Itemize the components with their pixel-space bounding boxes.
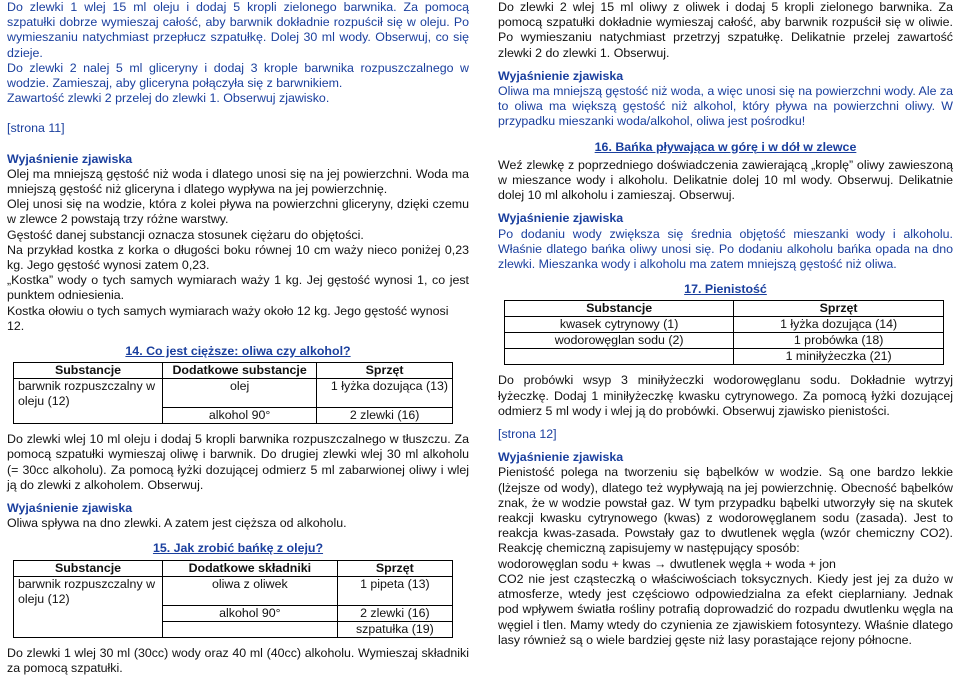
section-15-title: 15. Jak zrobić bańkę z oleju? xyxy=(152,541,324,556)
table-cell: 2 zlewki (16) xyxy=(337,605,452,621)
table-cell: 2 zlewki (16) xyxy=(317,408,453,424)
table-header: Sprzęt xyxy=(317,363,453,379)
table-header: Substancje xyxy=(14,560,163,576)
table-header: Substancje xyxy=(505,301,734,317)
section-16-title: 16. Bańka pływająca w górę i w dół w zlewce xyxy=(594,139,857,154)
section-17-explanation: Pienistość polega na tworzeniu się bąbelków w wodzie. Są one bardzo lekkie (lżejsze od wody), dlatego też wypływają na jej powierzchnię. Obecność bąbelków znak, że w wodzie powstał gaz. W tym przypadku bąbelki utworzyły się na skutek reakcji kwasku cytrynowego (kwas) z wodorowęglanem sodu (zasada). Jest to reakcja kwas-zasada. Powstały gaz to dwutlenek węgla (wzór chemiczny CO2). Reakcję chemiczną zapisujemy w następujący sposób: xyxy=(498,465,953,556)
table-cell: barwnik rozpuszczalny w oleju (12) xyxy=(14,576,163,637)
left-column xyxy=(7,0,469,676)
table-header: Sprzęt xyxy=(337,560,452,576)
page-marker-11: [strona 11] xyxy=(7,121,65,136)
section-17-tail: CO2 nie jest cząsteczką o właściwościach toksycznych. Kiedy jest jej za dużo w atmosferze, wtedy jest częściowo odpowiedzialna za efekt cieplarniany. Jednak pod wpływem światła rośliny potrafią doprowadzić do rozpadu dwutlenku węgla na węgiel i tlen. Mamy wtedy do czynienia ze zjawiskiem fotosyntezy. Właśnie dlatego lasy również są o wiele bardziej gęste niż lasy porastające rejony północne. xyxy=(498,571,953,647)
section-14-explanation-heading: Wyjaśnienie zjawiska xyxy=(7,501,133,516)
table-cell: kwasek cytrynowy (1) xyxy=(505,317,734,333)
section-14-table xyxy=(13,362,453,424)
section-17-title: 17. Pienistość xyxy=(684,282,767,297)
table-cell: wodorowęglan sodu (2) xyxy=(505,333,734,349)
explanation-2: Olej unosi się na wodzie, która z kolei pływa na powierzchni gliceryny, dzięki czemu w zlewce 2 powstają trzy różne warstwy. xyxy=(7,197,469,227)
section-17-table xyxy=(504,300,944,365)
left-paragraph-2: Do zlewki 2 nalej 5 ml gliceryny i dodaj 3 krople barwnika rozpuszczalnego w wodzie. Zamieszaj, aby gliceryna połączyła się z barwnikiem. xyxy=(7,60,469,91)
explanation-6: Kostka ołowiu o tych samych wymiarach waży około 12 kg. Jego gęstość wynosi 12. xyxy=(7,303,449,333)
explanation-4: Na przykład kostka z korka o długości boku równej 10 cm waży nieco poniżej 0,23 kg. Jego gęstość wynosi zatem 0,23. xyxy=(7,242,469,273)
table-cell: oliwa z oliwek xyxy=(163,576,338,605)
right-paragraph-1: Do zlewki 2 wlej 15 ml oliwy z oliwek i dodaj 5 kropli zielonego barwnika. Za pomocą szpatułki dokładnie wymieszaj całość, aby barwnik rozpuścił się w oliwie. Po wymieszaniu natychmiast przetrzyj szpatułkę. Delikatnie przelej zawartość zlewki 2 do zlewki 1. Obserwuj. xyxy=(498,0,953,60)
table-header: Sprzęt xyxy=(734,301,944,317)
table-cell: 1 łyżka dozująca (14) xyxy=(734,317,944,333)
table-cell: 1 pipeta (13) xyxy=(337,576,452,605)
table-cell: szpatułka (19) xyxy=(337,621,452,637)
table-cell: 1 miniłyżeczka (21) xyxy=(734,349,944,365)
section-14-title: 14. Co jest cięższe: oliwa czy alkohol? xyxy=(125,344,351,359)
section-16-explanation-heading: Wyjaśnienie zjawiska xyxy=(498,211,624,226)
left-paragraph-1: Do zlewki 1 wlej 15 ml oleju i dodaj 5 kropli zielonego barwnika. Za pomocą szpatułki dobrze wymieszaj całość, aby barwnik dokładnie rozpuścił się w oleju. Po wymieszaniu natychmiast przepłucz szpatułkę. Dolej 30 ml wody. Obserwuj, co się dzieje. xyxy=(7,0,469,60)
page-marker-12: [strona 12] xyxy=(498,427,557,442)
table-cell xyxy=(505,349,734,365)
table-cell: 1 probówka (18) xyxy=(734,333,944,349)
chemical-equation: wodorowęglan sodu + kwas → dwutlenek węgla + woda + jon xyxy=(498,556,836,571)
section-17-instructions: Do probówki wsyp 3 miniłyżeczki wodorowęglanu sodu. Dokładnie wytrzyj łyżeczkę. Dodaj 1 miniłyżeczkę kwasku cytrynowego. Za pomocą łyżki dozującej odmierz 5 ml wody i wlej ją do probówki. Obserwuj zjawisko pienistości. xyxy=(498,373,953,418)
right-column xyxy=(498,0,953,648)
left-paragraph-3: Zawartość zlewki 2 przelej do zlewki 1. Obserwuj zjawisko. xyxy=(7,91,330,106)
right-explanation: Oliwa ma mniejszą gęstość niż woda, a więc unosi się na powierzchni wody. Ale za to oliwa ma większą gęstość niż alkohol, który pływa na powierzchni oliwy. W przypadku mieszanki woda/alkohol, oliwa jest pośrodku! xyxy=(498,84,953,129)
section-15-table xyxy=(13,560,453,638)
table-cell: olej xyxy=(163,379,317,408)
table-cell xyxy=(163,621,338,637)
explanation-3: Gęstość danej substancji oznacza stosunek ciężaru do objętości. xyxy=(7,227,364,242)
table-header: Substancje xyxy=(14,363,163,379)
right-explanation-heading: Wyjaśnienie zjawiska xyxy=(498,68,624,83)
table-header: Dodatkowe substancje xyxy=(163,363,317,379)
section-14-instructions: Do zlewki wlej 10 ml oleju i dodaj 5 kropli barwnika rozpuszczalnego w tłuszczu. Za pomocą szpatułki wymieszaj oliwę i barwnik. Do drugiej zlewki wlej 30 ml alkoholu (= 30cc alkoholu). Za pomocą łyżki dozującej odmierz 5 ml zabarwionej oliwy i wlej ją do zlewki z alkoholem. Obserwuj. xyxy=(7,432,469,492)
section-14-explanation: Oliwa spływa na dno zlewki. A zatem jest cięższa od alkoholu. xyxy=(7,516,347,531)
explanation-1: Olej ma mniejszą gęstość niż woda i dlatego unosi się na jej powierzchni. Woda ma mniejszą gęstość niż gliceryna i dlatego wypływa na jej powierzchnię. xyxy=(7,166,469,197)
table-cell: barwnik rozpuszczalny w oleju (12) xyxy=(14,379,163,424)
explanation-5: „Kostka” wody o tych samych wymiarach waży 1 kg. Jej gęstość wynosi 1, co jest punktem odniesienia. xyxy=(7,273,469,303)
table-cell: 1 łyżka dozująca (13) xyxy=(317,379,453,408)
section-16-explanation: Po dodaniu wody zwiększa się średnia objętość mieszanki wody i alkoholu. Właśnie dlatego bańka oliwy unosi się. Po dodaniu alkoholu bańka opada na dno zlewki. Mieszanka wody i alkoholu ma zatem mniejszą gęstość niż oliwa. xyxy=(498,226,953,272)
section-15-instructions: Do zlewki 1 wlej 30 ml (30cc) wody oraz 40 ml (40cc) alkoholu. Wymieszaj składniki za pomocą szpatułki. xyxy=(7,645,469,675)
table-cell: alkohol 90° xyxy=(163,408,317,424)
section-17-explanation-heading: Wyjaśnienie zjawiska xyxy=(498,450,624,465)
table-header: Dodatkowe składniki xyxy=(163,560,338,576)
explanation-heading: Wyjaśnienie zjawiska xyxy=(7,151,133,166)
section-16-instructions: Weź zlewkę z poprzedniego doświadczenia zawierającą „kroplę” oliwy zawieszoną w mieszance wody i alkoholu. Delikatnie dolej 10 ml wody. Obserwuj. Delikatnie dolej 10 ml alkoholu i zamieszaj. Obserwuj. xyxy=(498,157,953,203)
table-cell: alkohol 90° xyxy=(163,605,338,621)
